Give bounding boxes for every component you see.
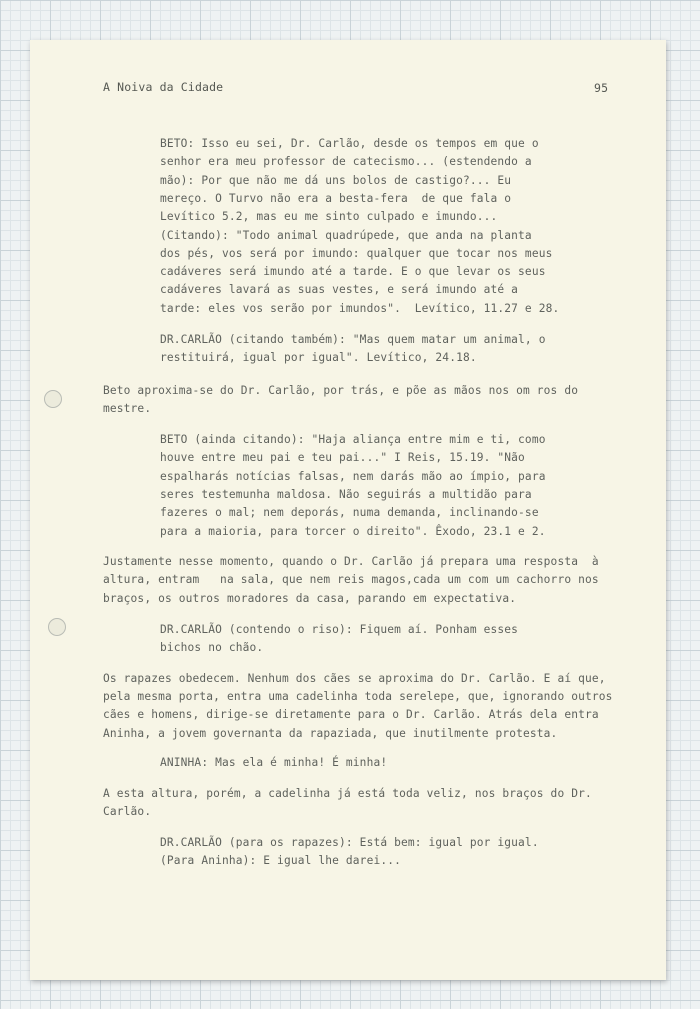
text-line: cadáveres será imundo até a tarde. E o que levar os seus [160, 265, 546, 278]
text-line: espalharás notícias falsas, nem darás mão ao ímpio, para [160, 470, 546, 483]
text-line: cadáveres lavará as suas vestes, e será imundo até a [160, 283, 519, 296]
text-line: (Citando): "Todo animal quadrúpede, que anda na planta [160, 229, 532, 242]
text-line: mereço. O Turvo não era a besta-fera de que fala o [160, 192, 512, 205]
text-line: DR.CARLÃO (para os rapazes): Está bem: igual por igual. [160, 836, 539, 849]
text-line: senhor era meu professor de catecismo... (estendendo a [160, 155, 532, 168]
text-line: bichos no chão. [160, 641, 264, 654]
text-line: dos pés, vos será por imundo: qualquer que tocar nos meus [160, 247, 553, 260]
punch-hole-top [44, 390, 62, 408]
text-line: fazeres o mal; nem deporás, numa demanda, inclinando-se [160, 506, 539, 519]
page-number: 95 [594, 81, 609, 95]
text-line: BETO (ainda citando): "Haja aliança entre mim e ti, como [160, 433, 546, 446]
text-line: Os rapazes obedecem. Nenhum dos cães se aproxima do Dr. Carlão. E aí que, [103, 672, 606, 685]
typewritten-page [30, 40, 666, 980]
text-line: pela mesma porta, entra uma cadelinha toda serelepe, que, ignorando outros [103, 690, 613, 703]
text-line: Aninha, a jovem governanta da rapaziada, que inutilmente protesta. [103, 727, 558, 740]
text-line: ANINHA: Mas ela é minha! É minha! [160, 756, 388, 769]
text-line: cães e homens, dirige-se diretamente para o Dr. Carlão. Atrás dela entra [103, 708, 599, 721]
text-line: mão): Por que não me dá uns bolos de castigo?... Eu [160, 174, 512, 187]
text-line: DR.CARLÃO (citando também): "Mas quem matar um animal, o [160, 333, 546, 346]
text-line: houve entre meu pai e teu pai..." I Reis, 15.19. "Não [160, 451, 525, 464]
text-line: Carlão. [103, 805, 152, 818]
text-line: tarde: eles vos serão por imundos". Levítico, 11.27 e 28. [160, 302, 560, 315]
running-title: A Noiva da Cidade [103, 80, 224, 94]
text-line: restituirá, igual por igual". Levítico, 24.18. [160, 351, 477, 364]
text-line: para a maioria, para torcer o direito". Êxodo, 23.1 e 2. [160, 525, 546, 538]
text-line: seres testemunha maldosa. Não seguirás a multidão para [160, 488, 532, 501]
text-line: BETO: Isso eu sei, Dr. Carlão, desde os tempos em que o [160, 137, 539, 150]
text-line: Justamente nesse momento, quando o Dr. Carlão já prepara uma resposta à [103, 555, 599, 568]
text-line: A esta altura, porém, a cadelinha já está toda veliz, nos braços do Dr. [103, 787, 592, 800]
text-line: (Para Aninha): E igual lhe darei... [160, 854, 401, 867]
text-line: altura, entram na sala, que nem reis magos,cada um com um cachorro nos [103, 573, 599, 586]
text-line: mestre. [103, 402, 152, 415]
text-line: braços, os outros moradores da casa, parando em expectativa. [103, 592, 517, 605]
text-line: Levítico 5.2, mas eu me sinto culpado e imundo... [160, 210, 498, 223]
punch-hole-bottom [48, 618, 66, 636]
text-line: DR.CARLÃO (contendo o riso): Fiquem aí. Ponham esses [160, 623, 519, 636]
text-line: Beto aproxima-se do Dr. Carlão, por trás, e põe as mãos nos om ros do [103, 384, 579, 397]
